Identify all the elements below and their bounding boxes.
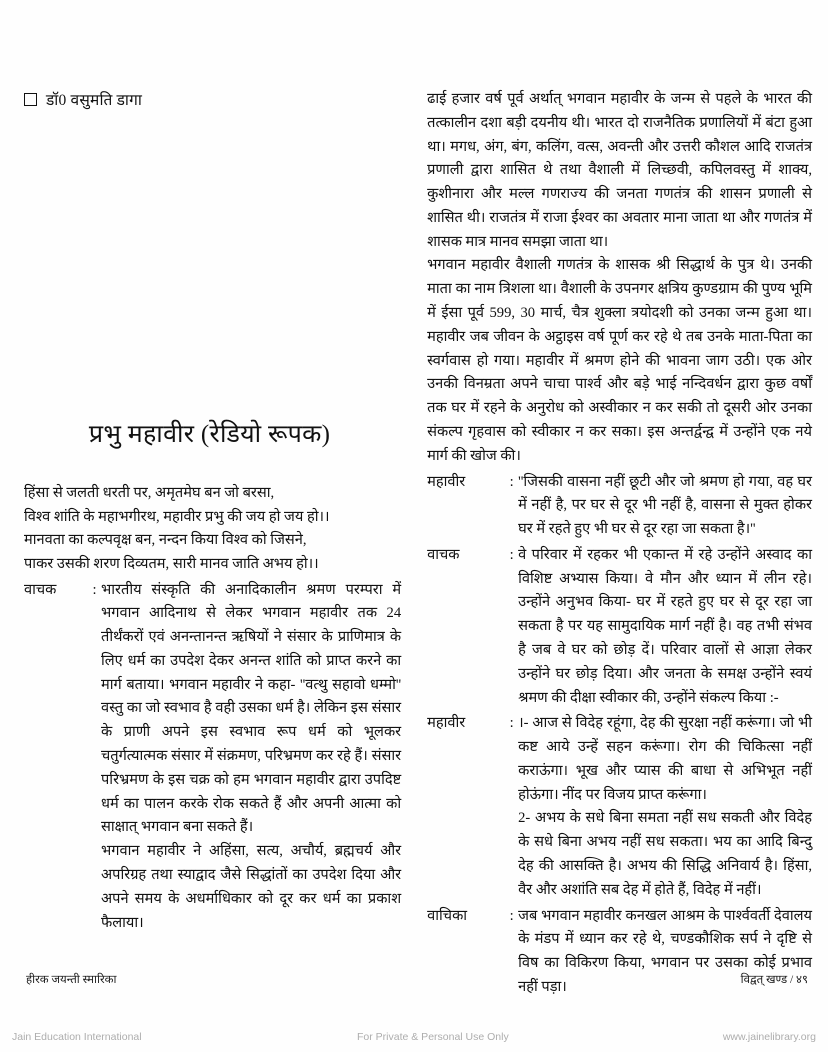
author-name: डॉ0 वसुमति डागा bbox=[46, 92, 143, 109]
speaker-colon: : bbox=[509, 473, 514, 490]
paragraph: 2- अभय के सधे बिना समता नहीं सध सकती और विदेह के सधे बिना अभय नहीं सध सकता। भय का आदि बिन्दु देह की आसक्ति है। अभय की सिद्धि अनिवार्य है। हिंसा, वैर और अशांति सब देह में होते हैं, विदेह में नहीं। bbox=[518, 810, 812, 898]
speaker-label: वाचक bbox=[24, 581, 57, 598]
page-title: प्रभु महावीर (रेडियो रूपक) bbox=[88, 421, 331, 448]
verse-line: पाकर उसकी शरण दिव्यतम, सारी मानव जाति अभय हो।। bbox=[24, 555, 319, 572]
speech-block bbox=[24, 579, 401, 936]
paragraph: ढाई हजार वर्ष पूर्व अर्थात् भगवान महावीर के जन्म से पहले के भारत की तत्कालीन दशा बड़ी दयनीय थी। भारत दो राजनैतिक प्रणालियों में बंटा हुआ था। मगध, अंग, बंग, कलिंग, वत्स, अवन्ती और उत्तरी कौशल आदि राजतंत्र प्रणाली द्वारा शासित थे तथा वैशाली में लिच्छवी, कपिलवस्तु में शाक्य, कुशीनारा और मल्ल गणराज्य की जनता गणतंत्र की शासन प्रणाली से शासित थी। राजतंत्र में राजा ईश्वर का अवतार माना जाता था और गणतंत्र में शासक मात्र मानव समझा जाता था। bbox=[427, 91, 812, 250]
speaker-colon: : bbox=[509, 715, 514, 732]
paragraph: भगवान महावीर वैशाली गणतंत्र के शासक श्री सिद्धार्थ के पुत्र थे। उनकी माता का नाम त्रिशला था। वैशाली के उपनगर क्षत्रिय कुण्डग्राम की पुण्य भूमि में ईसा पूर्व 599, 30 मार्च, चैत्र शुक्ला त्रयोदशी को उनका जन्म हुआ था। महावीर जब जीवन के अट्ठाइस वर्ष पूर्ण कर रहे थे तब उनके माता-पिता का स्वर्गवास हो गया। महावीर में श्रमण होने की भावना जाग उठी। एक ओर उनकी विनम्रता अपने चाचा पार्श्व और बड़े भाई नन्दिवर्धन द्वारा कुछ वर्षों तक घर में रहने के अनुरोध को अस्वीकार न कर सकी तो दूसरी ओर उनका संकल्प गृहवास को स्वीकार न कर सका। इस अन्तर्द्वन्द्व में उन्होंने एक नये मार्ग की खोज की। bbox=[427, 257, 812, 464]
paragraph: भारतीय संस्कृति की अनादिकालीन श्रमण परम्परा में भगवान आदिनाथ से लेकर भगवान महावीर तक 24 तीर्थंकरों एवं अनन्तानन्त ऋषियों ने संसार के प्राणिमात्र के लिए धर्म का उपदेश देकर अनन्त शांति को प्राप्त करने का मार्ग बताया। भगवान महावीर ने कहा- ''वत्थु सहावो धम्मो'' वस्तु का जो स्वभाव है वही उसका धर्म है। लेकिन इस संसार के प्राणी अपने इस स्वभाव रूप धर्म को भूलकर चतुर्गत्यात्मक संसार में संक्रमण, परिभ्रमण कर रहे हैं। संसार परिभ्रमण के इस चक्र को हम भगवान महावीर द्वारा उपदिष्ट धर्म का पालन करके रोक सकते हैं और अपनी आत्मा को साक्षात् भगवान बना सकते हैं। bbox=[101, 581, 402, 836]
speech-block bbox=[427, 712, 812, 902]
attribution-usage-notice: For Private & Personal Use Only bbox=[357, 1031, 509, 1043]
speaker-colon: : bbox=[92, 581, 97, 598]
attribution-organization: Jain Education International bbox=[12, 1031, 142, 1043]
speaker-colon: : bbox=[509, 546, 514, 563]
speaker-label: महावीर bbox=[427, 715, 466, 732]
scan-attribution-bar bbox=[0, 1022, 828, 1052]
verse-block bbox=[24, 482, 401, 577]
paragraph: ।- आज से विदेह रहूंगा, देह की सुरक्षा नहीं करूंगा। जो भी कष्ट आये उन्हें सहन करूंगा। रोग की चिकित्सा नहीं कराऊंगा। भूख और प्यास की बाधा से अभिभूत नहीं होऊंगा। नींद पर विजय प्राप्त करूंगा। bbox=[518, 715, 812, 803]
author-byline bbox=[24, 88, 401, 110]
speaker-label: वाचक bbox=[427, 546, 460, 563]
verse-line: मानवता का कल्पवृक्ष बन, नन्दन किया विश्व को जिसने, bbox=[24, 532, 307, 549]
paragraph: जब भगवान महावीर कनखल आश्रम के पार्श्ववर्ती देवालय के मंडप में ध्यान कर रहे थे, चण्डकौशिक सर्प ने दृष्टि से विष का विकिरण किया, भगवान पर उसका कोई प्रभाव नहीं पड़ा। bbox=[518, 907, 812, 995]
footer-left-text: हीरक जयन्ती स्मारिका bbox=[26, 974, 117, 986]
paragraph: वे परिवार में रहकर भी एकान्त में रहे उन्होंने अस्वाद का विशिष्ट अभ्यास किया। वे मौन और ध्यान में लीन रहे। उन्होंने अनुभव किया- घर में रहते हुए घर से दूर रहा जा सकता है पर यह सामुदायिक मार्ग नहीं है। वह तभी संभव है जब वे घर को छोड़ दें। परिवार वालों से आज्ञा लेकर उन्होंने घर छोड़ दिया। और जनता के समक्ष उन्होंने स्वयं श्रमण की दीक्षा स्वीकार की, उन्होंने संकल्प किया :- bbox=[518, 546, 812, 706]
footer-page-number: विद्वत् खण्ड / ४९ bbox=[740, 974, 808, 986]
paragraph: ''जिसकी वासना नहीं छूटी और जो श्रमण हो गया, वह घर में नहीं है, पर घर से दूर भी नहीं है, वासना से मुक्त होकर घर में रहते हुए भी घर से दूर रहा जा सकता है।'' bbox=[518, 473, 812, 538]
paragraph: भगवान महावीर ने अहिंसा, सत्य, अचौर्य, ब्रह्मचर्य और अपरिग्रह तथा स्याद्वाद जैसे सिद्धांतों का उपदेश दिया और अपने समय के अधर्माधिकार को दूर कर धर्म का प्रकाश फैलाया। bbox=[101, 843, 402, 931]
speaker-label: वाचिका bbox=[427, 907, 468, 924]
speaker-label: महावीर bbox=[427, 473, 466, 490]
speech-block bbox=[427, 471, 812, 542]
speech-text bbox=[518, 712, 812, 902]
speech-text bbox=[518, 471, 812, 542]
verse-line: हिंसा से जलती धरती पर, अमृतमेघ बन जो बरसा, bbox=[24, 485, 275, 501]
verse-line: विश्व शांति के महाभगीरथ, महावीर प्रभु की जय हो जय हो।। bbox=[24, 508, 330, 525]
speech-block bbox=[427, 544, 812, 710]
square-bullet-icon bbox=[24, 93, 37, 106]
left-column bbox=[24, 88, 405, 958]
speech-text bbox=[101, 579, 401, 936]
speech-text bbox=[518, 544, 812, 710]
title-block bbox=[24, 416, 401, 450]
attribution-website[interactable]: www.jainelibrary.org bbox=[722, 1031, 816, 1043]
speaker-colon: : bbox=[509, 907, 514, 924]
page-footer bbox=[26, 972, 808, 987]
